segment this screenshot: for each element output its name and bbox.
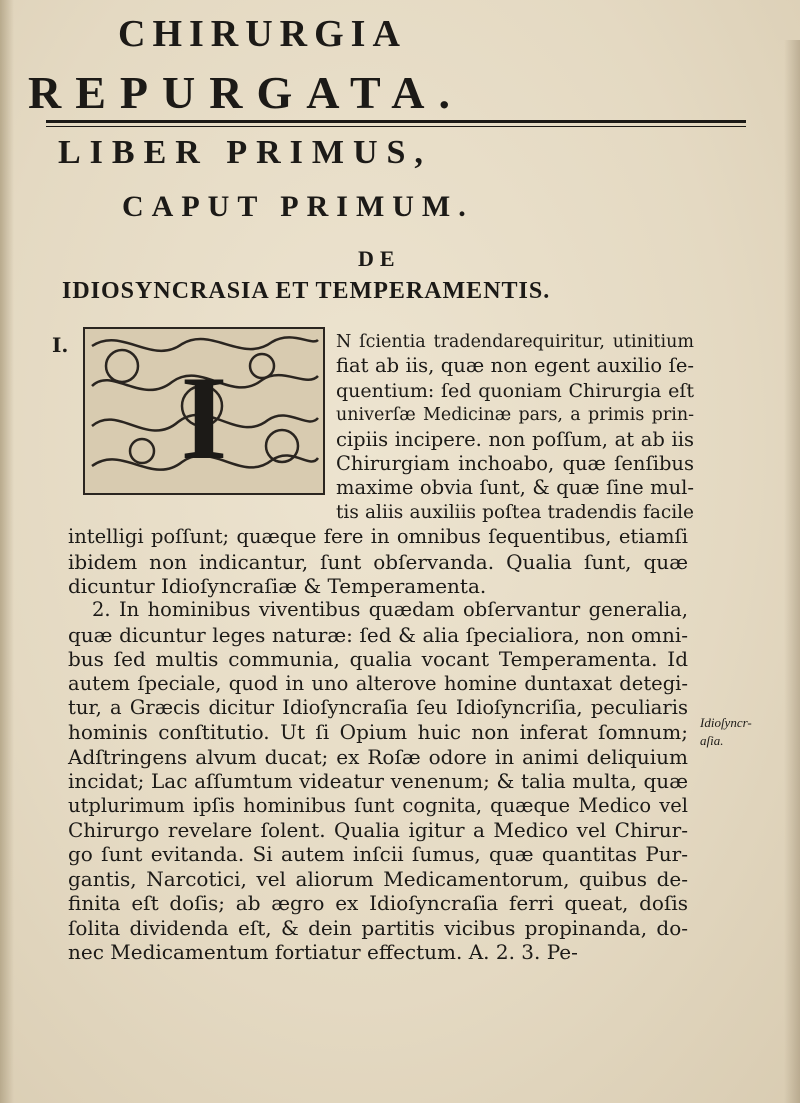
chapter-heading: CAPUT PRIMUM.: [122, 190, 474, 223]
decorated-initial-letter: [82, 326, 326, 496]
title-rule-thick: [46, 120, 746, 123]
body-line: quentium: ſed quoniam Chirurgia eſt: [336, 379, 694, 402]
gutter-shadow: [0, 0, 14, 1103]
margin-note-line: Idioſyncr-: [700, 715, 752, 730]
initial-glyph: I: [180, 351, 228, 484]
body-line: go ſunt evitanda. Si autem inſcii ſumus, quæ quantitas Pur-: [68, 842, 688, 867]
page-edge: [784, 40, 800, 1103]
margin-note-line: aſia.: [700, 733, 724, 748]
body-line: Chirurgo revelare ſolent. Qualia igitur a Medico vel Chirur-: [68, 818, 688, 842]
margin-note: [700, 714, 752, 750]
title-chirurgia: CHIRURGIA: [118, 13, 407, 55]
title-rule-thin: [46, 126, 746, 127]
body-line: incidat; Lac aſſumtum videatur venenum; & talia multa, quæ: [68, 769, 688, 794]
body-line: nec Medicamentum fortiatur effectum. A. 2. 3. Pe-: [68, 940, 578, 964]
body-line: tur, a Græcis dicitur Idioſyncraſia ſeu Idioſyncriſia, peculiaris: [68, 696, 688, 719]
body-line: ſolita dividenda eſt, & dein partitis vicibus propinanda, do-: [68, 915, 688, 940]
body-line: Chirurgiam inchoabo, quæ ſenſibus: [336, 452, 694, 475]
body-line: quæ dicuntur leges naturæ: ſed & alia ſpecialiora, non omni-: [68, 622, 688, 647]
body-line: cipiis incipere. non poſſum, at ab iis: [336, 427, 694, 451]
de-heading: DE: [358, 246, 401, 271]
body-line: intelligi poſſunt; quæque fere in omnibus ſequentibus, etiamſi: [68, 525, 688, 549]
body-line: hominis conſtitutio. Ut ſi Opium huic non inferat ſomnum;: [68, 720, 688, 745]
book-heading: LIBER PRIMUS,: [58, 134, 432, 171]
body-line: maxime obvia ſunt, & quæ ſine mul-: [336, 476, 694, 500]
body-line: ibidem non indicantur, ſunt obſervanda. Qualia ſunt, quæ: [68, 549, 688, 574]
body-line: autem ſpeciale, quod in uno alterove homine duntaxat detegi-: [68, 671, 688, 695]
body-line: fiat ab iis, quæ non egent auxilio ſe-: [336, 354, 694, 378]
body-line: utplurimum ipſis hominibus ſunt cognita, quæque Medico vel: [68, 793, 688, 817]
section-number: I.: [52, 333, 69, 357]
body-line: dicuntur Idioſyncraſiæ & Temperamenta.: [68, 574, 487, 598]
body-line: univerſæ Medicinæ pars, a primis prin-: [336, 405, 694, 426]
body-line: finita eſt doſis; ab ægro ex Idioſyncraſia ferri queat, doſis: [68, 891, 688, 916]
body-line: gantis, Narcotici, vel aliorum Medicamentorum, quibus de-: [68, 866, 688, 891]
body-line: bus ſed multis communia, qualia vocant Temperamenta. Id: [68, 647, 688, 672]
body-line: Adſtringens alvum ducat; ex Roſæ odore in animi deliquium: [68, 744, 688, 769]
title-repurgata: REPURGATA.: [28, 67, 465, 118]
topic-heading: IDIOSYNCRASIA ET TEMPERAMENTIS.: [62, 278, 551, 304]
body-line: N ſcientia tradendarequiritur, utinitium: [336, 332, 694, 352]
body-line: tis aliis auxiliis poſtea tradendis facile: [336, 501, 694, 523]
body-line: 2. In hominibus viventibus quædam obſervantur generalia,: [92, 598, 688, 622]
